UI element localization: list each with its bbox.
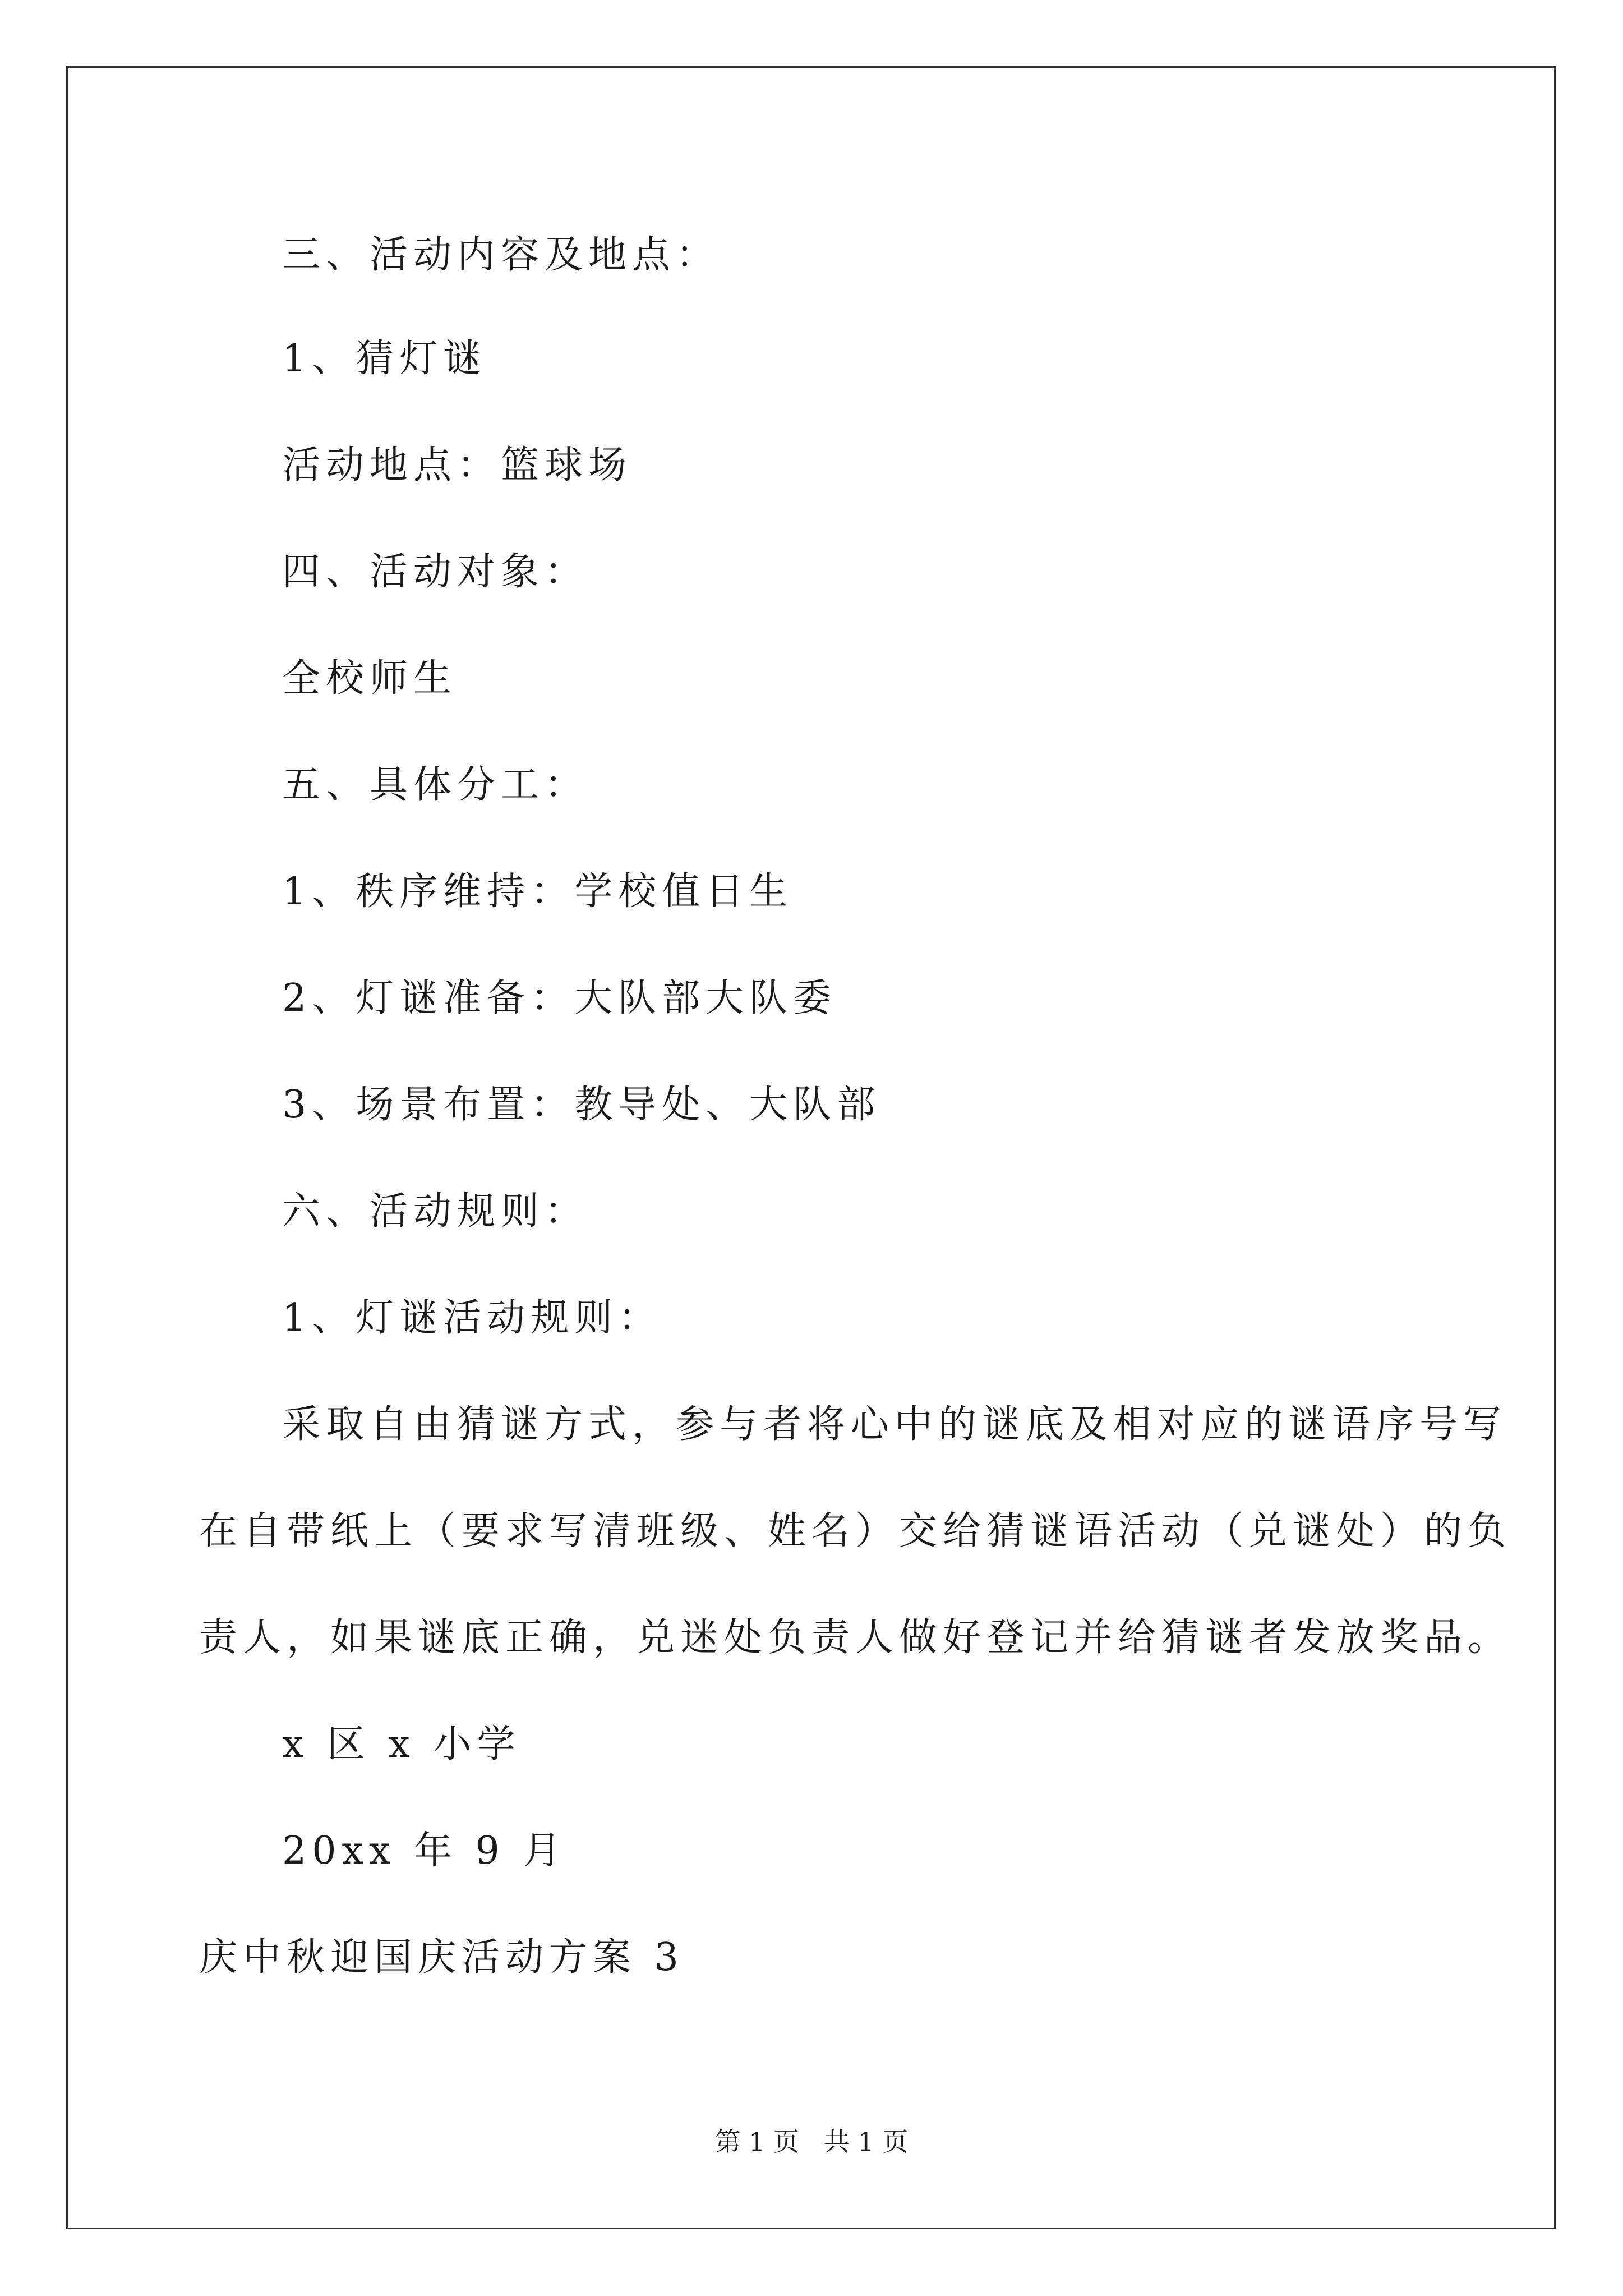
- audience-text: 全校师生: [282, 656, 458, 701]
- paragraph-line-1: 采取自由猜谜方式，参与者将心中的谜底及相对应的谜语序号写: [282, 1402, 1507, 1447]
- heading-content-location: 三、活动内容及地点：: [282, 233, 720, 277]
- next-section-title: 庆中秋迎国庆活动方案 3: [199, 1935, 684, 1980]
- list-item-lantern-riddles: 1、猜灯谜: [282, 337, 487, 381]
- paragraph-line-2: 在自带纸上（要求写清班级、姓名）交给猜谜语活动（兑谜处）的负: [199, 1509, 1512, 1553]
- page-footer: 第 1 页 共 1 页: [714, 2127, 909, 2157]
- heading-rules: 六、活动规则：: [282, 1189, 589, 1234]
- signature-date: 20xx 年 9 月: [282, 1829, 567, 1873]
- signature-school: x 区 x 小学: [282, 1722, 521, 1766]
- list-item-scene-setup: 3、场景布置：教导处、大队部: [282, 1083, 881, 1127]
- paragraph-line-3: 责人，如果谜底正确，兑迷处负责人做好登记并给猜谜者发放奖品。: [199, 1616, 1512, 1660]
- activity-venue: 活动地点：篮球场: [282, 443, 633, 487]
- page-border: [66, 66, 1556, 2229]
- list-item-riddle-rules: 1、灯谜活动规则：: [282, 1296, 662, 1340]
- heading-audience: 四、活动对象：: [282, 550, 589, 594]
- list-item-riddle-prep: 2、灯谜准备：大队部大队委: [282, 976, 837, 1020]
- list-item-order: 1、秩序维持：学校值日生: [282, 869, 794, 914]
- heading-division-of-labor: 五、具体分工：: [282, 763, 589, 807]
